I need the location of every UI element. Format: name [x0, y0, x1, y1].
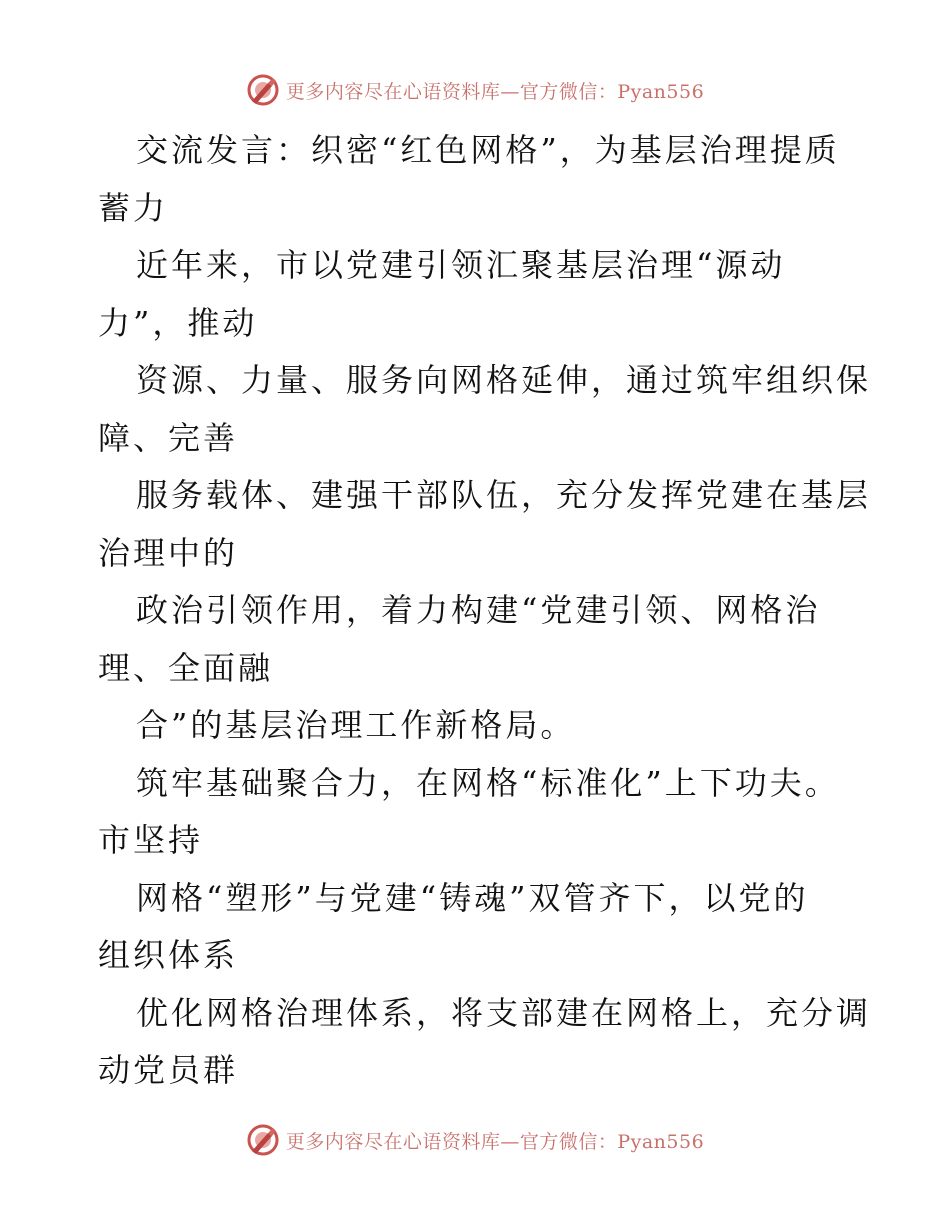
- text-line: 市坚持: [98, 821, 204, 859]
- document-body: [98, 122, 872, 1100]
- watermark-text: 更多内容尽在心语资料库—官方微信：Pyan556: [285, 80, 705, 103]
- text-line: 合”的基层治理工作新格局。: [136, 706, 576, 744]
- text-line: 力”，推动: [98, 303, 258, 342]
- text-line: 蓄力: [98, 188, 169, 227]
- text-line: 资源、力量、服务向网格延伸，通过筑牢组织保: [136, 361, 872, 399]
- pen-circle-logo-icon: [246, 73, 280, 107]
- text-line: 组织体系: [98, 936, 239, 974]
- text-line: 网格“塑形”与党建“铸魂”双管齐下，以党的: [136, 878, 809, 917]
- text-line: 交流发言：织密“红色网格”，为基层治理提质: [136, 131, 840, 169]
- text-line: 障、完善: [98, 418, 239, 457]
- pen-circle-logo-icon: [246, 1123, 280, 1157]
- text-line: 理、全面融: [98, 648, 274, 687]
- text-line: 动党员群: [98, 1051, 239, 1089]
- text-line: 筑牢基础聚合力，在网格“标准化”上下功夫。: [136, 763, 840, 802]
- text-line: 服务载体、建强干部队伍，充分发挥党建在基层: [136, 476, 872, 514]
- header-watermark: [0, 70, 950, 110]
- text-line: 近年来，市以党建引领汇聚基层治理“源动: [136, 246, 786, 284]
- text-line: 政治引领作用，着力构建“党建引领、网格治: [136, 591, 821, 629]
- footer-watermark: [0, 1120, 950, 1160]
- text-line: 治理中的: [98, 533, 239, 572]
- watermark-text: 更多内容尽在心语资料库—官方微信：Pyan556: [285, 1130, 705, 1153]
- text-line: 优化网格治理体系，将支部建在网格上，充分调: [136, 993, 872, 1032]
